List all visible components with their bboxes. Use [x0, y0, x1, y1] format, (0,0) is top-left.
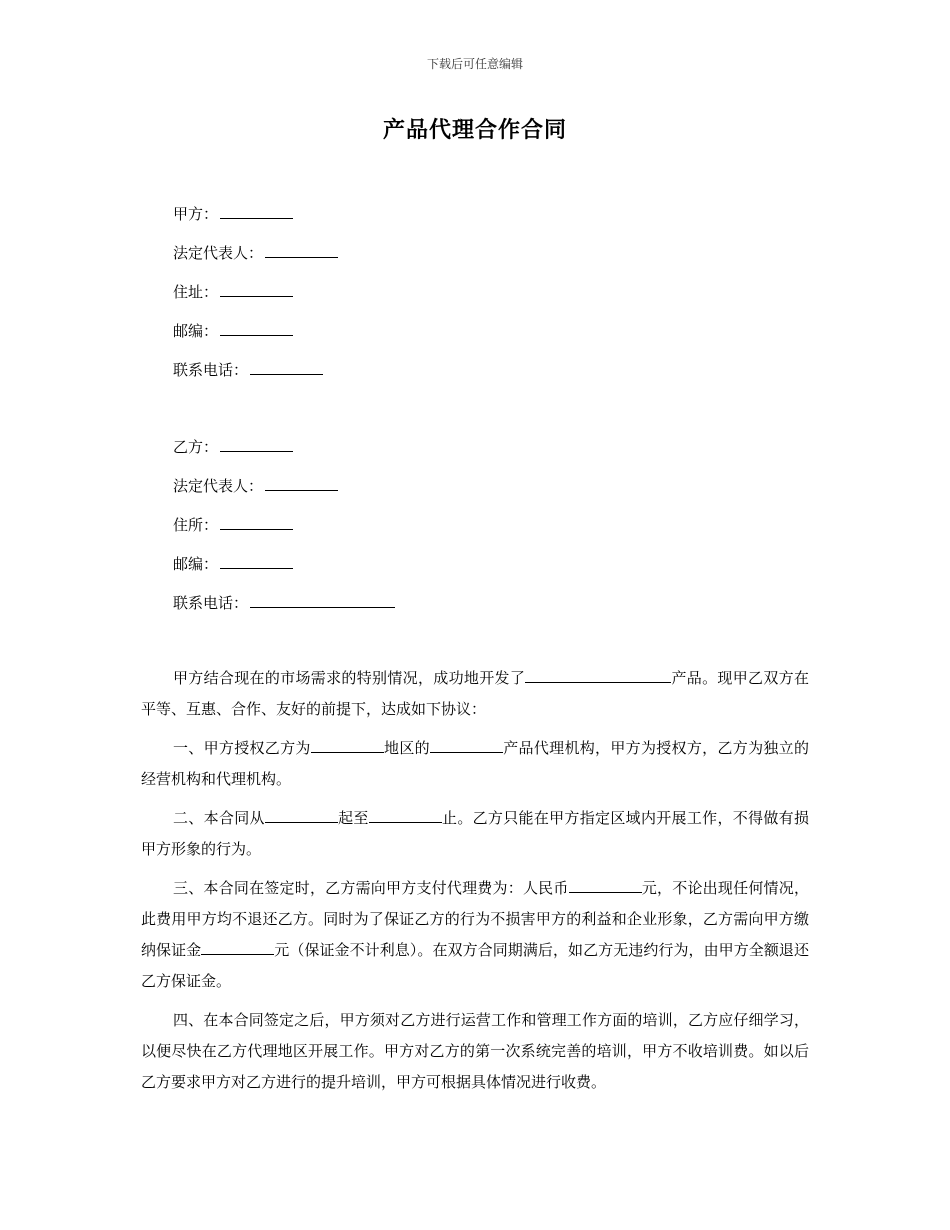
party-b-rep-blank[interactable]: [265, 475, 338, 491]
party-b-address-label: 住所：: [173, 516, 219, 534]
party-b-rep-label: 法定代表人：: [173, 477, 264, 495]
clause-2: [141, 803, 809, 865]
clause-3-text-b: 元，不论出现任何情况，此费用甲方均不退还乙方。同时为了保证乙方的行为不损害甲方的利益和企业形象，乙方需向甲方缴纳保证金: [141, 879, 809, 959]
preamble-text-a: 甲方结合现在的市场需求的特别情况，成功地开发了: [173, 669, 526, 687]
document-title: 产品代理合作合同: [382, 117, 567, 143]
party-b-name-blank[interactable]: [220, 436, 293, 452]
party-b-name-label: 乙方：: [173, 438, 219, 456]
preamble-paragraph: [141, 663, 809, 725]
party-a-name-blank[interactable]: [220, 203, 293, 219]
party-a-rep-blank[interactable]: [265, 242, 338, 258]
party-b-phone-blank[interactable]: [250, 592, 395, 608]
party-a-name-line: [173, 203, 293, 224]
region-blank[interactable]: [311, 737, 384, 753]
start-date-blank[interactable]: [265, 807, 338, 823]
party-b-phone-line: [173, 592, 395, 613]
product-blank[interactable]: [430, 737, 503, 753]
clause-2-text-c: 止。乙方只能在甲方指定区域内开展工作，不得做有损甲方形象的行为。: [141, 809, 809, 858]
party-b-postcode-label: 邮编：: [173, 555, 219, 573]
preamble-text-b: 产品。现甲乙双方在平等、互惠、合作、友好的前提下，达成如下协议：: [141, 669, 809, 718]
party-a-phone-line: [173, 359, 323, 380]
party-b-address-line: [173, 514, 293, 535]
header-note: 下载后可任意编辑: [426, 57, 523, 71]
party-a-rep-line: [173, 242, 338, 263]
party-b-name-line: [173, 436, 293, 457]
clause-3: [141, 873, 809, 997]
party-a-phone-blank[interactable]: [250, 359, 323, 375]
party-b-rep-line: [173, 475, 338, 496]
end-date-blank[interactable]: [369, 807, 442, 823]
clause-1-text-b: 地区的: [383, 739, 430, 757]
clause-3-text-a: 三、本合同在签定时，乙方需向甲方支付代理费为：人民币: [173, 879, 569, 897]
party-a-address-blank[interactable]: [220, 281, 293, 297]
clause-4-text: 四、在本合同签定之后，甲方须对乙方进行运营工作和管理工作方面的培训，乙方应仔细学习，以便尽快在乙方代理地区开展工作。甲方对乙方的第一次系统完善的培训，甲方不收培训费。如以后乙方要求甲方对乙方进行的提升培训，甲方可根据具体情况进行收费。: [141, 1011, 809, 1091]
agency-fee-blank[interactable]: [569, 877, 642, 893]
clause-4: [141, 1005, 809, 1098]
party-b-postcode-blank[interactable]: [220, 553, 293, 569]
clause-1-text-c: 产品代理机构，甲方为授权方，乙方为独立的经营机构和代理机构。: [141, 739, 809, 788]
party-a-postcode-line: [173, 320, 293, 341]
clause-2-text-a: 二、本合同从: [173, 809, 265, 827]
party-a-postcode-label: 邮编：: [173, 322, 219, 340]
product-name-blank[interactable]: [525, 667, 671, 683]
deposit-blank[interactable]: [201, 939, 274, 955]
contract-body: [141, 663, 809, 1106]
party-a-postcode-blank[interactable]: [220, 320, 293, 336]
party-a-rep-label: 法定代表人：: [173, 244, 264, 262]
party-b-phone-label: 联系电话：: [173, 594, 249, 612]
clause-3-text-c: 元（保证金不计利息）。在双方合同期满后，如乙方无违约行为，由甲方全额退还乙方保证金。: [141, 941, 809, 990]
party-a-phone-label: 联系电话：: [173, 361, 249, 379]
party-a-name-label: 甲方：: [173, 205, 219, 223]
clause-2-text-b: 起至: [337, 809, 369, 827]
clause-1: [141, 733, 809, 795]
clause-1-text-a: 一、甲方授权乙方为: [173, 739, 311, 757]
party-b-address-blank[interactable]: [220, 514, 293, 530]
party-a-address-line: [173, 281, 293, 302]
party-a-address-label: 住址：: [173, 283, 219, 301]
party-b-postcode-line: [173, 553, 293, 574]
